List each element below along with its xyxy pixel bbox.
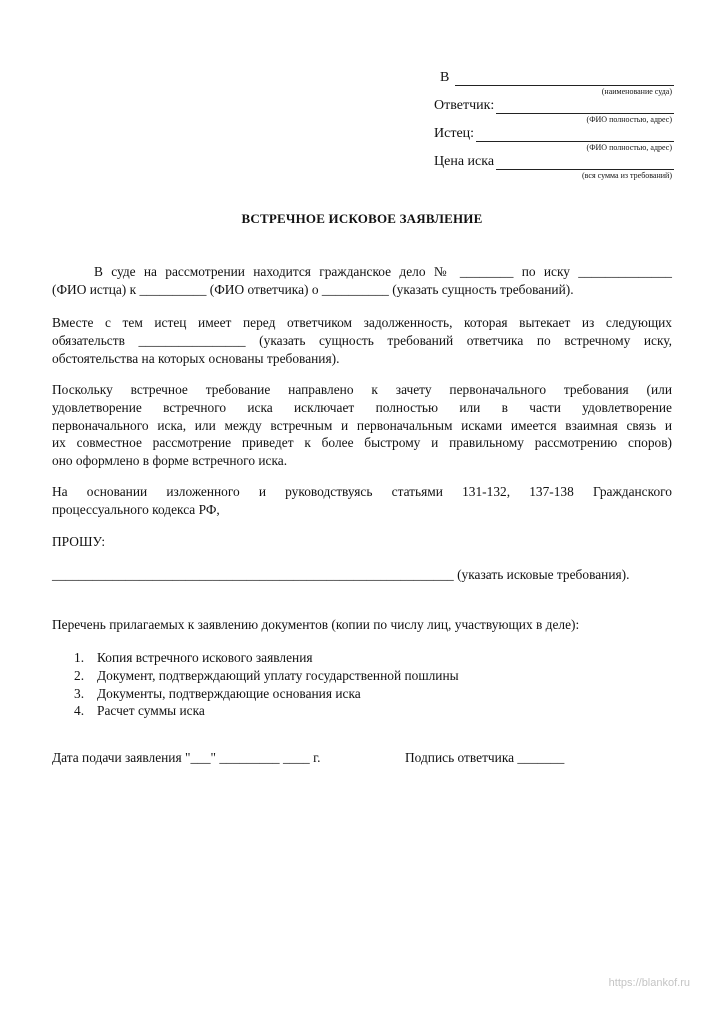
filing-date-line: Дата подачи заявления "___" _________ ____ г. bbox=[52, 750, 321, 765]
claim-price-field bbox=[434, 154, 674, 170]
list-item-text: Копия встречного искового заявления bbox=[97, 650, 313, 665]
list-item-text: Документ, подтверждающий уплату государственной пошлины bbox=[97, 667, 459, 683]
plaintiff-caption: (ФИО полностью, адрес) bbox=[586, 143, 672, 152]
paragraph-legal-basis bbox=[52, 483, 672, 519]
paragraph-line: их совместное рассмотрение приведет к более быстрому и правильному рассмотрению споров) bbox=[52, 435, 672, 451]
paragraph-line: (ФИО истца) к __________ (ФИО ответчика) о __________ (указать сущность требований). bbox=[52, 281, 574, 297]
court-label: В bbox=[440, 70, 450, 85]
defendant-signature-line: Подпись ответчика _______ bbox=[405, 750, 565, 765]
defendant-label: Ответчик: bbox=[434, 98, 495, 113]
attachments-list bbox=[74, 649, 674, 720]
court-caption: (наименование суда) bbox=[601, 87, 672, 96]
paragraph-line: На основании изложенного и руководствуясь статьями 131-132, 137-138 Гражданского bbox=[52, 484, 672, 499]
court-field bbox=[434, 70, 674, 86]
request-line: ____________________________________________________________ (указать исковые требования). bbox=[52, 567, 630, 582]
paragraph-line: оно оформлено в форме встречного иска. bbox=[52, 453, 288, 469]
list-item bbox=[74, 685, 674, 703]
paragraph-debt bbox=[52, 314, 672, 367]
paragraph-line: Вместе с тем истец имеет перед ответчиком задолженность, которая вытекает из следующих bbox=[52, 315, 672, 330]
paragraph-line: В суде на рассмотрении находится гражданское дело № ________ по иску ______________ bbox=[94, 264, 672, 279]
paragraph-line: первоначального иска, или между встречным и первоначальным исками имеется взаимная связь и bbox=[52, 417, 672, 433]
list-item-text: Документы, подтверждающие основания иска bbox=[97, 685, 361, 701]
list-item bbox=[74, 649, 674, 667]
request-heading: ПРОШУ: bbox=[52, 534, 106, 549]
claim-price-label: Цена иска bbox=[434, 154, 495, 169]
list-item-number: 1. bbox=[74, 650, 85, 665]
paragraph-case-info bbox=[52, 263, 672, 299]
paragraph-line: процессуального кодекса РФ, bbox=[52, 501, 220, 517]
defendant-rule bbox=[496, 101, 674, 114]
plaintiff-field bbox=[434, 126, 674, 142]
paragraph-line: Поскольку встречное требование направлено к зачету первоначального требования (или bbox=[52, 382, 672, 397]
paragraph-line: обязательств ________________ (указать сущность требований ответчика по встречному иску, bbox=[52, 332, 672, 348]
defendant-field bbox=[434, 98, 674, 114]
attachments-intro: Перечень прилагаемых к заявлению документов (копии по числу лиц, участвующих в деле): bbox=[52, 617, 580, 632]
claim-price-caption: (вся сумма из требований) bbox=[582, 171, 672, 180]
plaintiff-rule bbox=[476, 129, 674, 142]
paragraph-line: удовлетворение встречного иска исключает полностью или в части удовлетворение bbox=[52, 399, 672, 415]
court-rule bbox=[455, 73, 674, 86]
list-item-number: 4. bbox=[74, 703, 85, 719]
source-watermark: https://blankof.ru bbox=[608, 977, 690, 989]
document-title: ВСТРЕЧНОЕ ИСКОВОЕ ЗАЯВЛЕНИЕ bbox=[241, 211, 483, 226]
defendant-caption: (ФИО полностью, адрес) bbox=[586, 115, 672, 124]
list-item bbox=[74, 702, 674, 720]
paragraph-grounds bbox=[52, 381, 672, 470]
list-item bbox=[74, 667, 674, 685]
list-item-number: 3. bbox=[74, 685, 85, 701]
list-item-number: 2. bbox=[74, 667, 85, 683]
plaintiff-label: Истец: bbox=[434, 126, 475, 141]
paragraph-line: обстоятельства на которых основаны требования). bbox=[52, 350, 340, 366]
list-item-text: Расчет суммы иска bbox=[97, 703, 205, 719]
claim-price-rule bbox=[496, 157, 674, 170]
